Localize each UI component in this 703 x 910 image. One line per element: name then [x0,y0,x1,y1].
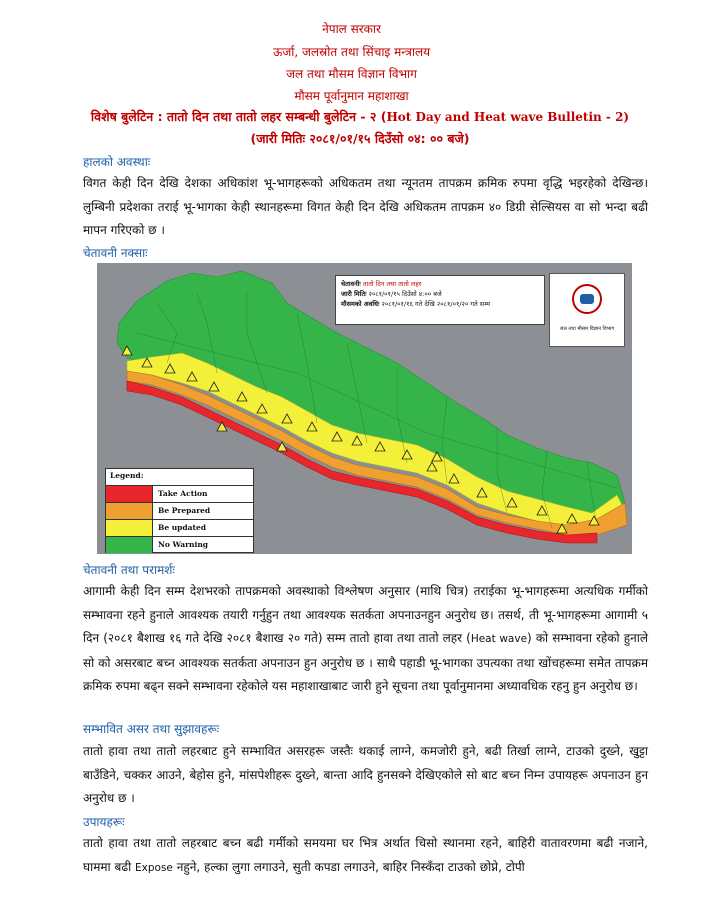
legend-swatch-yellow [106,520,153,536]
info-issue-label: जारी मितिः [341,290,367,298]
dhm-logo [549,273,625,347]
legend-item [106,520,253,537]
warning-map-heading: चेतावनी नक्साः [83,246,148,260]
legend-swatch-green [106,537,153,553]
legend-item [106,537,253,553]
legend-item [106,486,253,503]
info-issue-row [341,289,539,299]
advice-text-en: Heat wave [470,633,528,645]
legend-label: Be Prepared [158,506,211,515]
legend-label: Be updated [158,523,207,532]
legend-swatch-red [106,486,153,502]
legend-label: No Warning [158,540,209,549]
measures-text-2: नहुने, हल्का लुगा लगाउने, सुती कपडा लगाउने, बाहिर निस्कँदा टाउको छोप्ने, टोपी [172,859,525,874]
info-valid-value: २०८१/०१/१६ गते देखि २०८१/०१/२० गते सम्म [381,300,491,308]
effects-heading: सम्भावित असर तथा सुझावहरूः [83,722,220,736]
bulletin-title-en: Hot Day and Heat wave Bulletin - 2) [386,110,630,124]
header-department: जल तथा मौसम विज्ञान विभाग [286,67,417,81]
info-warning-row [341,279,539,289]
info-valid-label: मौसमको अवधिः [341,300,380,308]
map-legend [105,468,254,553]
advice-text-1: आगामी केही दिन सम्म देशभरको तापक्रमको अवस्थाको विश्लेषण अनुसार (माथि चित्र) तराईका भू-भागहरूमा अत्यधिक गर्मीको सम्भावना रहने हुनाले आवश्यक तयारी गर्नुहुन तथा आवश्यक सतर्कता अपनाउनहुन अनुरोध छ। तसर्थ, ती भू-भागहरूमा आगामी ५ दिन (२०८१ बैशाख १६ गते देखि २०८१ बैशाख २० गते) सम्म तातो हावा तथा तातो लहर ( [83,584,648,645]
measures-text-en: Expose [135,861,173,874]
effects-text: तातो हावा तथा तातो लहरबाट हुने सम्भावित असरहरू जस्तैः थकाई लाग्ने, कमजोरी हुने, बढी तिर्खा लाग्ने, टाउको दुख्ने, खुट्टा बाउँडिने, चक्कर आउने, बेहोस हुने, मांसपेशीहरू दुख्ने, बान्ता आदि हुनसक्ने देखिएकोले सो बाट बच्न निम्न उपायहरू अपनाउन हुन अनुरोध छ । [83,744,648,805]
logo-text: जल तथा मौसम विज्ञान विभाग [559,326,615,332]
nepal-emblem-icon [572,284,602,314]
bulletin-title-np: विशेष बुलेटिन : तातो दिन तथा तातो लहर सम्बन्धी बुलेटिन - २ ( [90,109,387,124]
bulletin-title [60,108,660,125]
issue-date: (जारी मितिः २०८१/०१/१५ दिउँसो ०४: ०० बजे) [250,131,470,146]
current-status-heading: हालको अवस्थाः [83,155,151,169]
warning-map [97,263,632,554]
legend-item [106,503,253,520]
legend-swatch-orange [106,503,153,519]
measures-heading: उपायहरूः [83,815,125,829]
info-warning-label: चेतावनीः [341,280,361,288]
legend-title: Legend: [106,469,253,486]
advice-text [83,580,648,699]
advice-text-2: ) को सम्भावना रहेको हुनाले सो को असरबाट बच्न आवश्यक सतर्कता अपनाउन हुन अनुरोध छ । साथै पहाडी भू-भागका उपत्यका तथा खोंचहरूमा समेत तापक्रम क्रमिक रुपमा बढ्न सक्ने सम्भावना रहेकोले यस महाशाखाबाट जारी हुने सूचना तथा पूर्वानुमानमा अध्यावधिक रहनु हुन अनुरोध छ। [83,631,648,693]
measures-text [83,832,648,880]
info-issue-value: २०८१/०१/१५ दिउँसो ४:०० बजे [368,290,442,298]
advice-heading: चेतावनी तथा परामर्शः [83,563,175,577]
info-warning-value: तातो दिन तथा तातो लहर [362,280,422,288]
header-gov: नेपाल सरकार [322,22,381,36]
current-status-text: विगत केही दिन देखि देशका अधिकांश भू-भागहरूको अधिकतम तथा न्यूनतम तापक्रम क्रमिक रुपमा वृद्धि भइरहेको देखिन्छ। लुम्बिनी प्रदेशका तराई भू-भागका केही स्थानहरूमा विगत केही दिन देखि अधिकतम तापक्रम ४० डिग्री सेल्सियस वा सो भन्दा बढी मापन गरिएको छ । [83,176,648,237]
header-ministry: ऊर्जा, जलस्रोत तथा सिंचाइ मन्त्रालय [272,45,431,59]
info-valid-row [341,299,539,309]
map-info-box [335,275,545,325]
header-division: मौसम पूर्वानुमान महाशाखा [294,89,409,103]
measures-text-1: तातो हावा तथा तातो लहरबाट बच्न बढी गर्मीको समयमा घर भित्र अर्थात चिसो स्थानमा रहने, बाहिरी वातावरणमा बढी नजाने, घाममा बढी [83,836,648,874]
legend-label: Take Action [158,489,208,498]
